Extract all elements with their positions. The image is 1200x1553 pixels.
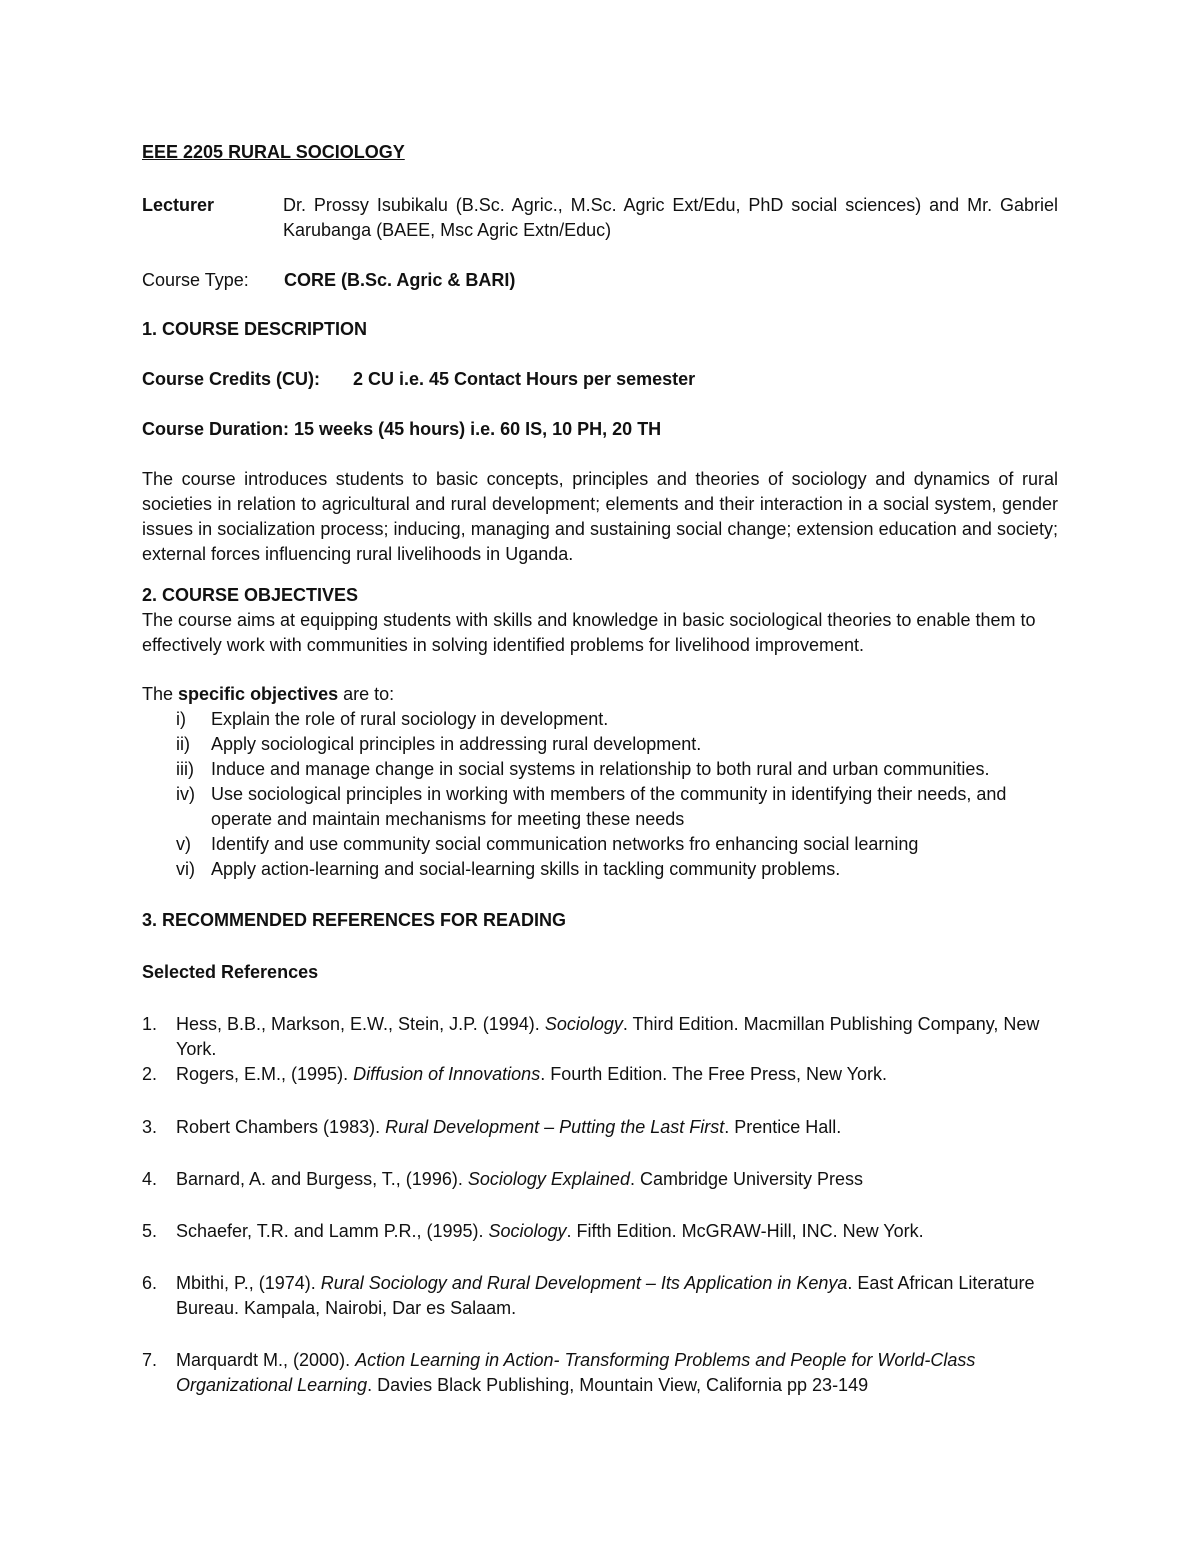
objectives-list [142, 707, 1058, 882]
reference-authors: Rogers, E.M., (1995). [176, 1064, 354, 1084]
reference-text [176, 1219, 1058, 1244]
specific-suffix: are to: [338, 684, 395, 704]
reference-authors: Schaefer, T.R. and Lamm P.R., (1995). [176, 1221, 489, 1241]
objective-number: vi) [176, 859, 195, 879]
objective-number: v) [176, 834, 191, 854]
reference-authors: Marquardt M., (2000). [176, 1350, 356, 1370]
course-duration-row [142, 417, 1058, 442]
reference-number: 1. [142, 1014, 158, 1034]
objective-number: iii) [176, 759, 194, 779]
reference-text [176, 1062, 1058, 1087]
list-item [142, 707, 1058, 732]
reference-authors: Barnard, A. and Burgess, T., (1996). [176, 1169, 468, 1189]
list-item [142, 1271, 1058, 1321]
specific-bold: specific objectives [178, 684, 339, 704]
objective-number: ii) [176, 734, 190, 754]
course-description: The course introduces students to basic concepts, principles and theories of sociology and dynamics of rural societies in relation to agricultural and rural development; elements and their interaction in a social system, gender issues in socialization process; inducing, managing and sustaining social change; extension education and society; external forces influencing rural livelihoods in Uganda. [142, 469, 1058, 564]
list-item [142, 1062, 1058, 1087]
specific-prefix: The [142, 684, 179, 704]
objective-text: Induce and manage change in social systems in relationship to both rural and urban communities. [211, 759, 990, 779]
reference-title: Diffusion of Innovations [353, 1064, 541, 1084]
reference-number: 4. [142, 1169, 158, 1189]
objective-text: Apply action-learning and social-learning skills in tackling community problems. [211, 859, 841, 879]
course-aim: The course aims at equipping students with skills and knowledge in basic sociological theories to enable them to effectively work with communities in solving identified problems for livelihood improvement. [142, 610, 1036, 655]
reference-publisher: . Fifth Edition. McGRAW-Hill, INC. New York. [566, 1221, 924, 1241]
list-item [142, 857, 1058, 882]
reference-title: Rural Sociology and Rural Development – Its Application in Kenya [320, 1273, 848, 1293]
reference-publisher: . Cambridge University Press [629, 1169, 864, 1189]
reference-publisher: . Prentice Hall. [724, 1117, 842, 1137]
objective-text: Explain the role of rural sociology in development. [211, 709, 609, 729]
reference-number: 3. [142, 1117, 158, 1137]
reference-title: Rural Development – Putting the Last First [385, 1117, 725, 1137]
reference-text [176, 1012, 1058, 1062]
section-3-heading: 3. RECOMMENDED REFERENCES FOR READING [142, 910, 567, 930]
course-credits-value: 2 CU i.e. 45 Contact Hours per semester [353, 369, 696, 389]
reference-text [176, 1348, 1058, 1398]
course-type-label: Course Type: [142, 270, 249, 290]
reference-title: Sociology [488, 1221, 567, 1241]
reference-text [176, 1167, 1058, 1192]
reference-authors: Hess, B.B., Markson, E.W., Stein, J.P. (1994). [176, 1014, 545, 1034]
course-type-value: CORE (B.Sc. Agric & BARI) [284, 270, 516, 290]
reference-number: 6. [142, 1273, 158, 1293]
references-list [142, 1012, 1058, 1398]
reference-number: 5. [142, 1221, 158, 1241]
reference-publisher: . Third Edition. Macmillan Publishing Company, New York. [176, 1014, 1040, 1059]
section-2-heading: 2. COURSE OBJECTIVES [142, 585, 359, 605]
course-credits-label: Course Credits (CU): [142, 369, 321, 389]
lecturer-label: Lecturer [142, 195, 215, 215]
section-1-heading: 1. COURSE DESCRIPTION [142, 319, 368, 339]
list-item [142, 1219, 1058, 1244]
reference-number: 2. [142, 1064, 158, 1084]
reference-authors: Mbithi, P., (1974). [176, 1273, 321, 1293]
list-item [142, 1115, 1058, 1140]
course-duration-value: : 15 weeks (45 hours) i.e. 60 IS, 10 PH, 20 TH [283, 419, 662, 439]
list-item [142, 1012, 1058, 1062]
reference-title: Action Learning in Action- Transforming Problems and People for World-Class Organizational Learning [176, 1350, 976, 1395]
reference-publisher: . East African Literature Bureau. Kampala, Nairobi, Dar es Salaam. [176, 1273, 1035, 1318]
objective-number: i) [176, 709, 186, 729]
list-item [142, 1167, 1058, 1192]
reference-title: Sociology [544, 1014, 623, 1034]
course-credits-row [142, 367, 1058, 392]
objective-text: Identify and use community social communication networks fro enhancing social learning [211, 834, 919, 854]
list-item [142, 732, 1058, 757]
reference-authors: Robert Chambers (1983). [176, 1117, 386, 1137]
list-item [142, 782, 1058, 832]
specific-objectives-intro [142, 682, 1058, 707]
reference-text [176, 1115, 1058, 1140]
reference-number: 7. [142, 1350, 158, 1370]
list-item [142, 832, 1058, 857]
lecturer-value: Dr. Prossy Isubikalu (B.Sc. Agric., M.Sc. Agric Ext/Edu, PhD social sciences) and Mr. Gabriel Karubanga (BAEE, Msc Agric Extn/Educ) [283, 195, 1058, 240]
course-duration-label: Course Duration [142, 419, 284, 439]
reference-publisher: . Fourth Edition. The Free Press, New York. [540, 1064, 888, 1084]
objective-text: Use sociological principles in working with members of the community in identifying their needs, and operate and maintain mechanisms for meeting these needs [211, 784, 1007, 829]
lecturer-row [142, 193, 1058, 243]
reference-text [176, 1271, 1058, 1321]
reference-publisher: . Davies Black Publishing, Mountain View, California pp 23-149 [367, 1375, 869, 1395]
selected-references-heading: Selected References [142, 962, 319, 982]
course-type-row [142, 268, 1058, 293]
reference-title: Sociology Explained [467, 1169, 630, 1189]
objective-text: Apply sociological principles in addressing rural development. [211, 734, 702, 754]
list-item [142, 1348, 1058, 1398]
list-item [142, 757, 1058, 782]
objective-number: iv) [176, 784, 195, 804]
course-title: EEE 2205 RURAL SOCIOLOGY [142, 142, 405, 162]
document-page [142, 140, 1058, 1398]
